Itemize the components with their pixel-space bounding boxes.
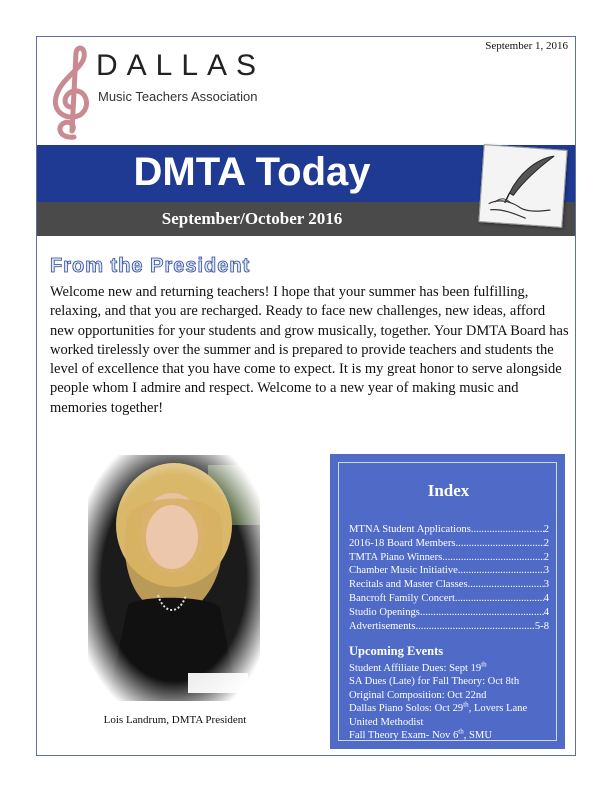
logo-dallas-word: DALLAS xyxy=(96,49,266,82)
quill-icon xyxy=(479,145,566,227)
leader-dots xyxy=(471,523,544,537)
issue-date: September 1, 2016 xyxy=(485,40,568,52)
index-item[interactable] xyxy=(349,578,549,592)
index-panel xyxy=(330,454,565,749)
president-photo xyxy=(88,455,260,701)
event-text: Student Affiliate Dues: Sept 19 xyxy=(349,663,482,674)
treble-clef-icon xyxy=(46,45,98,140)
leader-dots xyxy=(455,592,544,606)
index-item-page: 2 xyxy=(543,537,549,549)
leader-dots xyxy=(416,620,535,634)
leader-dots xyxy=(468,578,544,592)
leader-dots xyxy=(442,551,543,565)
index-item[interactable] xyxy=(349,606,549,620)
event-text: Dallas Piano Solos: Oct 29 xyxy=(349,703,464,715)
leader-dots xyxy=(456,537,544,551)
event-text: Fall Theory Exam- Nov 6 xyxy=(349,730,459,742)
event-item xyxy=(349,689,557,702)
event-item xyxy=(349,662,557,675)
event-text: SA Dues (Late) for Fall Theory: Oct 8th xyxy=(349,676,520,688)
index-item-page: 2 xyxy=(543,551,549,563)
index-item[interactable] xyxy=(349,551,549,565)
index-item-page: 3 xyxy=(543,565,549,577)
event-sup: th xyxy=(463,700,469,709)
index-item-name: Studio Openings xyxy=(349,606,420,618)
article-heading: From the President xyxy=(50,255,251,277)
index-item-name: 2016-18 Board Members xyxy=(349,537,456,549)
index-item-page: 5-8 xyxy=(534,620,549,632)
index-item-name: MTNA Student Applications xyxy=(349,524,471,535)
index-item-page: 3 xyxy=(543,579,549,591)
article-body: Welcome new and returning teachers! I hope that your summer has been fulfilling, relaxing, and that you are recharged. Ready to face new challenges, new ideas, afford new opportunities for your students and grow musically, together. Your DMTA Board has worked tirelessly over the summer and is prepared to provide teachers and students the level of excellence that you have come to expect. It is my great honor to serve alongside people whom I admire and respect. Welcome to a new year of making music and memories together! xyxy=(50,284,569,416)
upcoming-events-title: Upcoming Events xyxy=(349,644,444,658)
index-frame xyxy=(338,462,557,741)
index-item[interactable] xyxy=(349,564,549,578)
logo-subtitle: Music Teachers Association xyxy=(98,89,258,104)
index-item-name: Bancroft Family Concert xyxy=(349,592,455,604)
index-list xyxy=(349,523,549,633)
index-item-name: TMTA Piano Winners xyxy=(349,551,443,563)
event-item xyxy=(349,729,557,742)
index-item-page: 4 xyxy=(543,592,549,604)
event-text: Original Composition: Oct 22nd xyxy=(349,689,487,701)
event-item xyxy=(349,675,557,688)
dmta-logo xyxy=(46,45,286,140)
event-sup: th xyxy=(458,727,464,736)
event-item xyxy=(349,702,557,729)
index-item[interactable] xyxy=(349,523,549,537)
event-rest: , Lovers Lane United Methodist xyxy=(349,703,528,728)
index-item-page: 4 xyxy=(543,606,549,618)
event-rest: , SMU xyxy=(463,730,492,742)
event-sup: th xyxy=(481,660,487,669)
index-item-name: Recitals and Master Classes xyxy=(349,579,468,591)
issue-label: September/October 2016 xyxy=(161,209,343,228)
quill-pen-illustration xyxy=(478,144,567,228)
index-item[interactable] xyxy=(349,620,549,634)
index-title: Index xyxy=(427,481,470,500)
events-list xyxy=(349,662,557,742)
leader-dots xyxy=(420,606,544,620)
newsletter-title: DMTA Today xyxy=(133,150,371,194)
index-item[interactable] xyxy=(349,537,549,551)
index-item-name: Advertisements xyxy=(349,620,416,632)
index-item[interactable] xyxy=(349,592,549,606)
photo-caption: Lois Landrum, DMTA President xyxy=(103,714,247,726)
leader-dots xyxy=(458,564,544,578)
index-item-page: 2 xyxy=(543,524,549,535)
index-item-name: Chamber Music Initiative xyxy=(349,565,458,577)
